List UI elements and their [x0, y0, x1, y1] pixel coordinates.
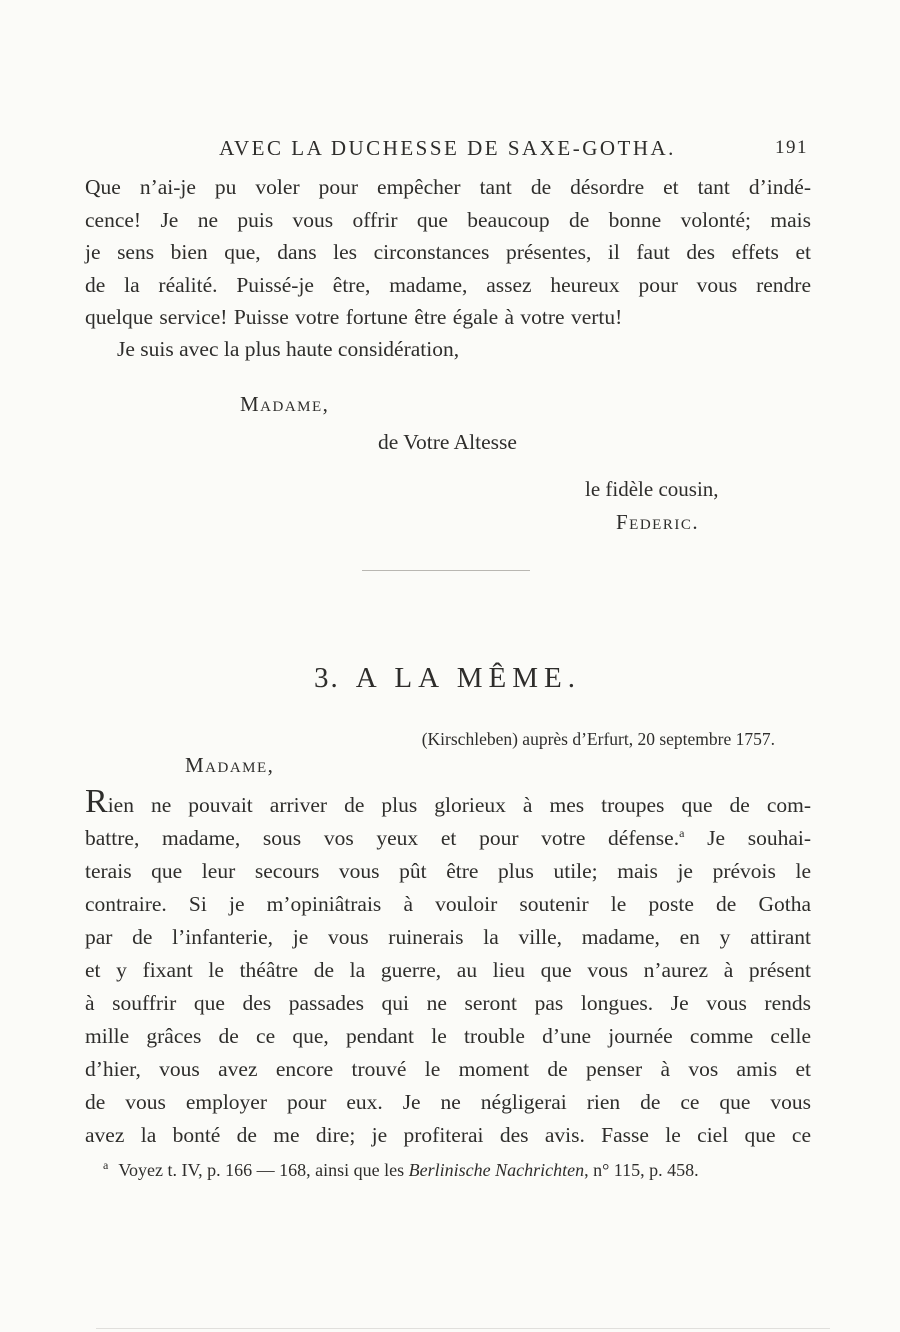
footnote-marker: a — [103, 1158, 109, 1172]
footnote — [103, 1158, 803, 1182]
footnote-text: , n° 115, p. 458. — [584, 1160, 699, 1180]
text-line: quelque service! Puisse votre fortune être égale à votre vertu! — [85, 305, 623, 329]
letter1-addressee-line: de Votre Altesse — [378, 430, 517, 454]
letter2-dateline: (Kirschleben) auprès d’Erfurt, 20 septembre 1757. — [421, 729, 775, 749]
text-line: cence! Je ne puis vous offrir que beaucoup de bonne volonté; mais — [85, 207, 811, 232]
page-number: 191 — [775, 137, 808, 158]
letter2-body — [85, 783, 812, 1152]
letter1-valediction: le fidèle cousin, — [585, 477, 719, 501]
text-line: Que n’ai-je pu voler pour empêcher tant de désordre et tant d’indé- — [85, 175, 811, 199]
scan-edge-artifact-line — [96, 1328, 830, 1329]
text-line — [85, 783, 811, 822]
text-line: mille grâces de ce que, pendant le trouble d’une journée comme celle — [85, 1024, 811, 1048]
text-line: d’hier, vous avez encore trouvé le moment de penser à vos amis et — [85, 1057, 811, 1081]
running-head — [85, 136, 810, 161]
section-divider-rule — [362, 570, 530, 571]
running-title: AVEC LA DUCHESSE DE SAXE-GOTHA. — [219, 136, 676, 160]
text-line: avez la bonté de me dire; je profiterai des avis. Fasse le ciel que ce — [85, 1123, 811, 1147]
letter1-signature: Federic. — [616, 510, 700, 534]
initial-capital: R — [85, 783, 108, 820]
footnote-text: Voyez t. IV, p. 166 — 168, ainsi que les — [118, 1160, 409, 1180]
section-heading — [85, 658, 810, 698]
text-line: terais que leur secours vous pût être plus utile; mais je prévois le — [85, 859, 811, 883]
footnote-reference: a — [679, 825, 685, 840]
section-title: A LA MÊME. — [355, 662, 581, 694]
text-line: de vous employer pour eux. Je ne négligerai rien de ce que vous — [85, 1090, 811, 1114]
letter1-closing-line: Je suis avec la plus haute considération, — [117, 337, 460, 361]
text-line-fragment: ien ne pouvait arriver de plus glorieux à mes troupes que de com- — [107, 793, 811, 817]
text-line: à souffrir que des passades qui ne seront pas longues. Je vous rends — [85, 991, 811, 1015]
text-line: contraire. Si je m’opiniâtrais à vouloir soutenir le poste de Gotha — [85, 892, 811, 916]
text-line — [85, 822, 811, 855]
letter1-body — [85, 171, 811, 334]
footnote-citation-italic: Berlinische Nachrichten — [408, 1160, 585, 1180]
text-line-fragment: battre, madame, sous vos yeux et pour votre défense. — [85, 826, 680, 850]
letter2-salutation: Madame, — [185, 753, 275, 777]
text-line: et y fixant le théâtre de la guerre, au lieu que vous n’aurez à présent — [85, 958, 811, 982]
text-line: de la réalité. Puissé-je être, madame, assez heureux pour vous rendre — [85, 272, 811, 297]
text-line: je sens bien que, dans les circonstances présentes, il faut des effets et — [85, 240, 811, 264]
text-line-fragment: Je souhai- — [707, 826, 812, 850]
letter1-salutation: Madame, — [240, 392, 330, 416]
text-line: par de l’infanterie, je vous ruinerais la ville, madame, en y attirant — [85, 925, 811, 949]
section-number: 3. — [314, 662, 340, 694]
